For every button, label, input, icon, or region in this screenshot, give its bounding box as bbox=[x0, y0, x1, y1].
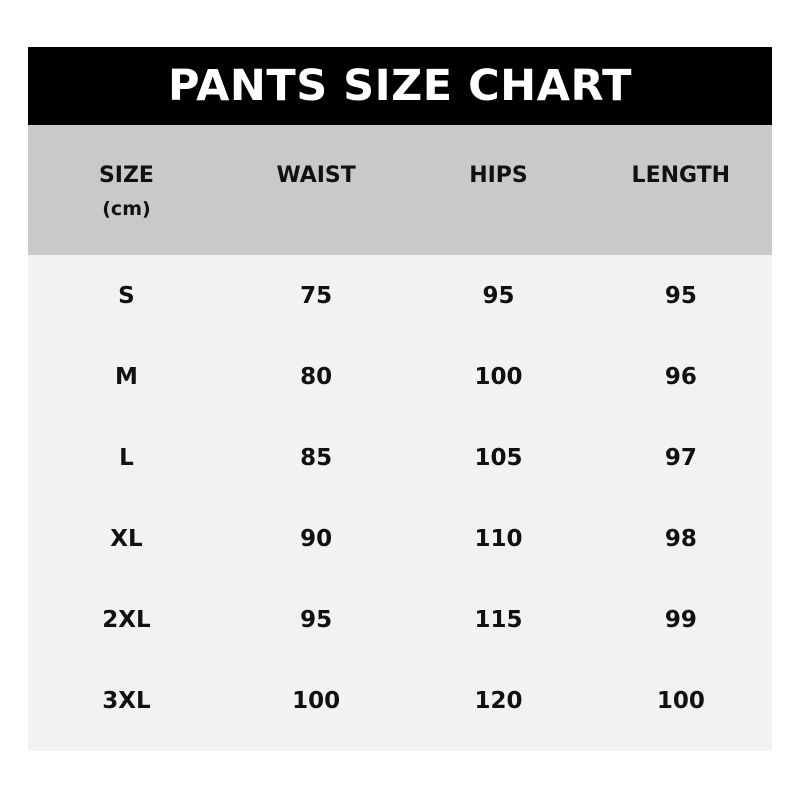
cell-size: XL bbox=[110, 525, 143, 552]
table-row bbox=[28, 417, 772, 498]
table-row bbox=[28, 255, 772, 336]
cell-hips: 120 bbox=[474, 687, 523, 714]
cell-length: 99 bbox=[664, 606, 697, 633]
table-row bbox=[28, 498, 772, 579]
table-header-row bbox=[28, 125, 772, 255]
cell-size: 2XL bbox=[102, 606, 151, 633]
cell-length: 97 bbox=[664, 444, 697, 471]
cell-size: S bbox=[118, 282, 135, 309]
table-row bbox=[28, 660, 772, 741]
column-header-waist: WAIST bbox=[276, 163, 356, 188]
cell-waist: 90 bbox=[300, 525, 333, 552]
cell-hips: 105 bbox=[474, 444, 523, 471]
cell-waist: 95 bbox=[300, 606, 333, 633]
cell-waist: 85 bbox=[300, 444, 333, 471]
cell-length: 98 bbox=[664, 525, 697, 552]
cell-hips: 115 bbox=[474, 606, 523, 633]
column-header-size bbox=[28, 125, 225, 220]
cell-hips: 100 bbox=[474, 363, 523, 390]
cell-waist: 80 bbox=[300, 363, 333, 390]
cell-hips: 110 bbox=[474, 525, 523, 552]
column-header-hips: HIPS bbox=[469, 163, 528, 188]
chart-title-bar bbox=[28, 47, 772, 125]
unit-note: (cm) bbox=[102, 198, 151, 220]
cell-size: L bbox=[119, 444, 134, 471]
cell-size: 3XL bbox=[102, 687, 151, 714]
cell-length: 96 bbox=[664, 363, 697, 390]
cell-length: 100 bbox=[656, 687, 705, 714]
cell-hips: 95 bbox=[482, 282, 515, 309]
pants-size-chart bbox=[28, 47, 772, 751]
table-row bbox=[28, 336, 772, 417]
chart-title: PANTS SIZE CHART bbox=[168, 60, 632, 111]
cell-size: M bbox=[115, 363, 138, 390]
column-header-size-label: SIZE bbox=[98, 163, 154, 188]
column-header-length: LENGTH bbox=[631, 163, 731, 188]
cell-waist: 100 bbox=[292, 687, 341, 714]
table-body bbox=[28, 255, 772, 741]
cell-length: 95 bbox=[664, 282, 697, 309]
table-row bbox=[28, 579, 772, 660]
cell-waist: 75 bbox=[300, 282, 333, 309]
